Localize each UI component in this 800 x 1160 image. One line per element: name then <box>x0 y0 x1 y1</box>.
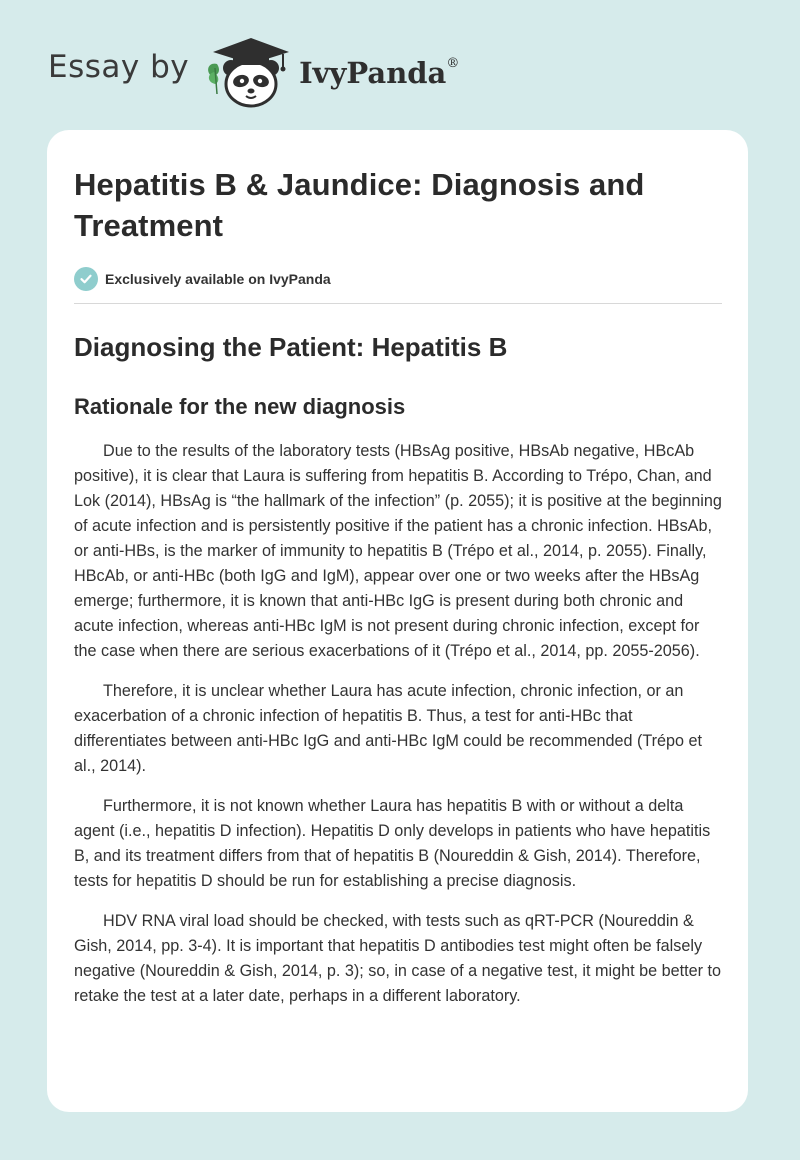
paragraph: Furthermore, it is not known whether Laura has hepatitis B with or without a delta agent (i.e., hepatitis D infection). Hepatitis D only develops in patients who have hepatitis B, and its treatment differs from that of hepatitis B (Noureddin & Gish, 2014). Therefore, tests for hepatitis D should be run for establishing a precise diagnosis. <box>74 797 711 890</box>
brand-name[interactable] <box>299 56 459 90</box>
paragraph: HDV RNA viral load should be checked, with tests such as qRT-PCR (Noureddin & Gish, 2014, pp. 3-4). It is important that hepatitis D antibodies test might often be falsely negative (Noureddin & Gish, 2014, p. 3); so, in case of a negative test, it might be better to retake the test at a later date, perhaps in a different laboratory. <box>74 912 721 1005</box>
essay-by-label: Essay by <box>48 49 190 85</box>
essay-title: Hepatitis B & Jaundice: Diagnosis and Treatment <box>74 167 645 243</box>
divider <box>74 303 722 304</box>
exclusive-label: Exclusively available on IvyPanda <box>105 271 331 287</box>
paragraph: Therefore, it is unclear whether Laura has acute infection, chronic infection, or an exacerbation of a chronic infection of hepatitis B. Thus, a test for anti-HBc that differentiates between anti-HBc IgG and anti-HBc IgM could be recommended (Trépo et al., 2014). <box>74 682 703 775</box>
panda-graduation-cap-icon[interactable] <box>203 34 293 110</box>
check-circle-icon <box>74 267 98 291</box>
exclusive-badge <box>74 266 722 292</box>
subsection-heading: Rationale for the new diagnosis <box>74 394 406 419</box>
section-heading: Diagnosing the Patient: Hepatitis B <box>74 332 508 362</box>
registered-mark: ® <box>446 56 460 71</box>
site-header <box>48 34 459 110</box>
brand-name-text: IvyPanda <box>299 56 447 90</box>
paragraph: Due to the results of the laboratory tests (HBsAg positive, HBsAb negative, HBcAb positive), it is clear that Laura is suffering from hepatitis B. According to Trépo, Chan, and Lok (2014), HBsAg is “the hallmark of the infection” (p. 2055); it is positive at the beginning of acute infection and is persistently positive if the patient has a chronic infection. HBsAb, or anti-HBs, is the marker of immunity to hepatitis B (Trépo et al., 2014, p. 2055). Finally, HBcAb, or anti-HBc (both IgG and IgM), appear over one or two weeks after the HBsAg emerge; furthermore, it is known that anti-HBc IgG is present during both chronic and acute infection, whereas anti-HBc IgM is not present during chronic infection, except for the case when there are serious exacerbations of it (Trépo et al., 2014, pp. 2055-2056). <box>74 442 722 660</box>
essay-card <box>47 130 748 1112</box>
